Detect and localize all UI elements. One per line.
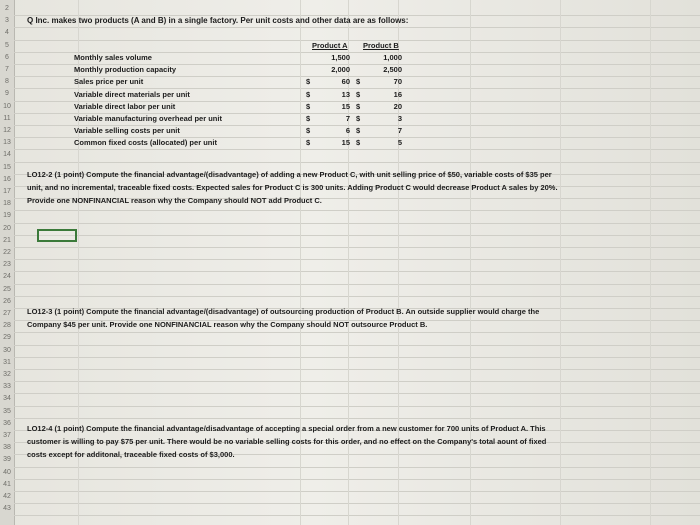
row-number[interactable]: 10 (3, 102, 11, 110)
value-product-a: 1,500 (331, 53, 350, 62)
row-number[interactable]: 22 (3, 249, 11, 256)
row-number[interactable]: 11 (3, 114, 11, 122)
row-gridline (14, 406, 700, 407)
row-number[interactable]: 13 (3, 139, 11, 147)
row-number[interactable]: 20 (3, 224, 11, 232)
header-product-a: Product A (312, 41, 348, 50)
currency-a: $ (306, 138, 311, 148)
row-gridline (14, 369, 700, 370)
row-number[interactable]: 31 (3, 358, 11, 366)
row-number[interactable]: 32 (3, 371, 11, 378)
row-gridline (14, 345, 700, 346)
q1-line-1: LO12-2 (1 point) Compute the financial advantage/(disadvantage) of adding a new Product C, with unit selling price of $50, variable costs of $35 per (27, 170, 552, 179)
row-gridline (14, 284, 700, 285)
value-product-a: 13 (341, 89, 350, 99)
row-number[interactable]: 34 (3, 395, 11, 403)
currency-b: $ (356, 77, 361, 87)
row-label: Sales price per unit (74, 77, 144, 87)
currency-b: $ (356, 126, 361, 136)
row-gridline (14, 381, 700, 382)
row-number[interactable]: 39 (3, 456, 11, 464)
row-gridline (14, 503, 700, 504)
row-number[interactable]: 28 (3, 322, 11, 330)
column-gridline (560, 0, 561, 525)
row-label: Monthly production capacity (74, 65, 177, 75)
row-number[interactable]: 21 (3, 236, 11, 244)
value-product-b: 20 (393, 101, 402, 111)
row-number[interactable]: 35 (3, 407, 11, 415)
row-number[interactable]: 14 (3, 151, 11, 159)
currency-a: $ (306, 89, 311, 99)
q3-line-2: customer is willing to pay $75 per unit. There would be no variable selling costs for this order, and no effect on the Company's total aount of fixed (27, 437, 547, 446)
value-product-b: 16 (393, 89, 402, 99)
row-gridline (14, 40, 700, 41)
row-number[interactable]: 19 (3, 212, 11, 220)
currency-a: $ (306, 101, 311, 111)
currency-a: $ (306, 77, 311, 87)
row-number[interactable]: 7 (5, 66, 9, 73)
row-number[interactable]: 6 (5, 53, 9, 61)
value-product-b: 70 (393, 77, 402, 87)
q1-line-3: Provide one NONFINANCIAL reason why the Company should NOT add Product C. (27, 196, 322, 205)
q3-line-1: LO12-4 (1 point) Compute the financial advantage/disadvantage of accepting a special order from a new customer for 700 units of Product A. This (27, 424, 546, 433)
row-label: Variable selling costs per unit (74, 126, 180, 136)
row-number[interactable]: 38 (3, 444, 11, 452)
q2-line-2: Company $45 per unit. Provide one NONFINANCIAL reason why the Company should NOT outsource Product B. (27, 320, 428, 329)
row-header-column (0, 0, 15, 525)
q2-line-1: LO12-3 (1 point) Compute the financial advantage/(disadvantage) of outsourcing production of Product B. An outside supplier would charge the (27, 307, 540, 316)
row-number[interactable]: 40 (3, 468, 11, 476)
row-number[interactable]: 8 (5, 78, 9, 86)
value-product-a: 6 (345, 126, 350, 136)
row-label: Common fixed costs (allocated) per unit (74, 138, 217, 148)
row-gridline (14, 491, 700, 492)
row-gridline (14, 210, 700, 211)
row-number[interactable]: 30 (3, 346, 11, 354)
row-number[interactable]: 18 (3, 200, 11, 208)
row-label: Monthly sales volume (74, 53, 152, 62)
value-product-a: 15 (341, 101, 350, 111)
row-number[interactable]: 17 (3, 188, 11, 195)
value-product-b: 7 (397, 126, 402, 136)
currency-b: $ (356, 138, 361, 148)
row-number[interactable]: 26 (3, 297, 11, 305)
row-gridline (14, 332, 700, 333)
value-product-a: 15 (341, 138, 350, 148)
row-gridline (14, 271, 700, 272)
value-product-b: 1,000 (383, 53, 402, 62)
row-gridline (14, 235, 700, 236)
row-number[interactable]: 9 (5, 90, 9, 98)
row-gridline (14, 162, 700, 163)
row-number[interactable]: 12 (3, 127, 11, 134)
currency-b: $ (356, 114, 361, 123)
row-number[interactable]: 4 (5, 29, 9, 37)
row-number[interactable]: 27 (3, 310, 11, 317)
row-gridline (14, 247, 700, 248)
row-number[interactable]: 5 (5, 41, 9, 49)
row-label: Variable direct materials per unit (74, 89, 190, 99)
row-label: Variable direct labor per unit (74, 101, 176, 111)
row-number[interactable]: 25 (3, 285, 11, 293)
currency-b: $ (356, 101, 361, 111)
q3-line-3: costs except for additonal, traceable fixed costs of $3,000. (27, 450, 235, 459)
currency-a: $ (306, 126, 311, 136)
value-product-a: 7 (345, 114, 350, 123)
row-gridline (14, 467, 700, 468)
row-gridline (14, 296, 700, 297)
row-gridline (14, 515, 700, 516)
row-number[interactable]: 2 (5, 5, 9, 12)
row-gridline (14, 357, 700, 358)
row-number[interactable]: 42 (3, 493, 11, 500)
value-product-a: 60 (341, 77, 350, 87)
column-gridline (650, 0, 651, 525)
row-gridline (14, 149, 700, 150)
value-product-b: 3 (397, 114, 402, 123)
row-gridline (14, 479, 700, 480)
row-number[interactable]: 36 (3, 419, 11, 427)
value-product-b: 2,500 (383, 65, 402, 75)
row-number[interactable]: 33 (3, 383, 11, 391)
row-gridline (14, 259, 700, 260)
row-number[interactable]: 29 (3, 334, 11, 342)
row-gridline (14, 223, 700, 224)
row-number[interactable]: 24 (3, 273, 11, 281)
row-number[interactable]: 41 (3, 480, 11, 488)
row-label: Variable manufacturing overhead per unit (74, 114, 222, 123)
row-number[interactable]: 15 (3, 163, 11, 171)
active-cell-b20[interactable] (37, 229, 77, 242)
currency-b: $ (356, 89, 361, 99)
row-number[interactable]: 43 (3, 505, 11, 513)
row-number[interactable]: 3 (5, 17, 9, 25)
intro-text: Q Inc. makes two products (A and B) in a single factory. Per unit costs and other data are as follows: (27, 16, 409, 25)
row-number[interactable]: 23 (3, 261, 11, 269)
row-gridline (14, 418, 700, 419)
value-product-a: 2,000 (331, 65, 350, 75)
value-product-b: 5 (397, 138, 402, 148)
row-number[interactable]: 16 (3, 175, 11, 183)
row-gridline (14, 393, 700, 394)
currency-a: $ (306, 114, 311, 123)
row-number[interactable]: 37 (3, 432, 11, 439)
q1-line-2: unit, and no incremental, traceable fixed costs. Expected sales for Product C is 300 units. Adding Product C would decrease Product A sales by 20%. (27, 183, 558, 192)
row-gridline (14, 27, 700, 28)
header-product-b: Product B (363, 41, 399, 50)
